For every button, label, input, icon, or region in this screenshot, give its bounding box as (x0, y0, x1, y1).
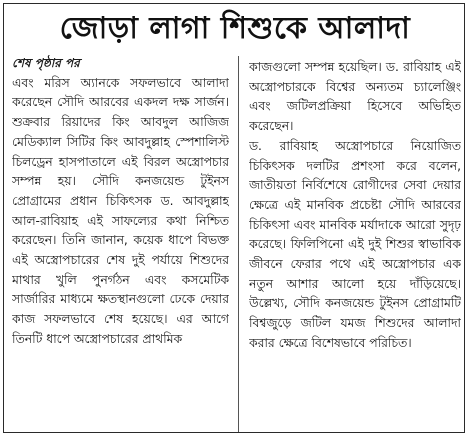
continuation-kicker: শেষ পৃষ্ঠার পর (12, 56, 80, 70)
paragraph: ড. রাবিয়াহ অস্ত্রোপচারে নিয়োজিত চিকিৎসক দলটির প্রশংসা করে বলেন, জাতীয়তা নির্বিশেষে রোগীদের সেবা দেয়ার ক্ষেত্রে এই মানবিক প্রচেষ্টা সৌদি আরবের চিকিৎসা এবং মানবিক মর্যাদাকে আরো সুদৃঢ় করেছে। ফিলিপিনো এই দুই শিশুর স্বাভাবিক জীবনে ফেরার পথে এই অস্ত্রোপচার এক নতুন আশার আলো হয়ে দাঁড়িয়েছে। উল্লেখ্য, সৌদি কনজয়েন্ড টুইনস প্রোগ্রামটি বিশ্বজুড়ে জটিল যমজ শিশুদের আলাদা করার ক্ষেত্রে বিশেষভাবে পরিচিত। (249, 138, 461, 350)
article-column-right (249, 58, 461, 354)
news-clipping (3, 3, 465, 433)
paragraph (12, 54, 229, 74)
article-column-left (12, 54, 229, 350)
paragraph: কাজগুলো সম্পন্ন হয়েছিল। ড. রাবিয়াহ এই অস্ত্রোপচারকে বিশ্বের অন্যতম চ্যালেঞ্জিং এবং জটিলপ্রক্রিয়া হিসেবে অভিহিত করেছেন। (249, 60, 461, 134)
column-divider (238, 56, 239, 432)
headline: জোড়া লাগা শিশুকে আলাদা (59, 11, 411, 46)
paragraph: এবং মরিস অ্যানকে সফলভাবে আলাদা করেছেন সৌদি আরবের একদল দক্ষ সার্জন। শুক্রবার রিয়াদের কিং আবদুল আজিজ মেডিক্যাল সিটির কিং আবদুল্লাহ স্পেশালিস্ট চিলড্রেন হাসপাতালে এই বিরল অস্ত্রোপচার সম্পন্ন হয়। সৌদি কনজয়েন্ড টুইনস প্রোগ্রামের প্রধান চিকিৎসক ড. আবদুল্লাহ আল-রাবিয়াহ এই সাফল্যের কথা নিশ্চিত করেছেন। তিনি জানান, কয়েক ধাপে বিভক্ত এই অস্ত্রোপচারের শেষ দুই পর্যায়ে শিশুদের মাথার খুলি পুনর্গঠন এবং কসমেটিক সার্জারির মাধ্যমে ক্ষতস্থানগুলো ঢেকে দেয়ার কাজ সফলভাবে শেষ হয়েছে। এর আগে তিনটি ধাপে অস্ত্রোপচারের প্রাথমিক (12, 75, 229, 346)
